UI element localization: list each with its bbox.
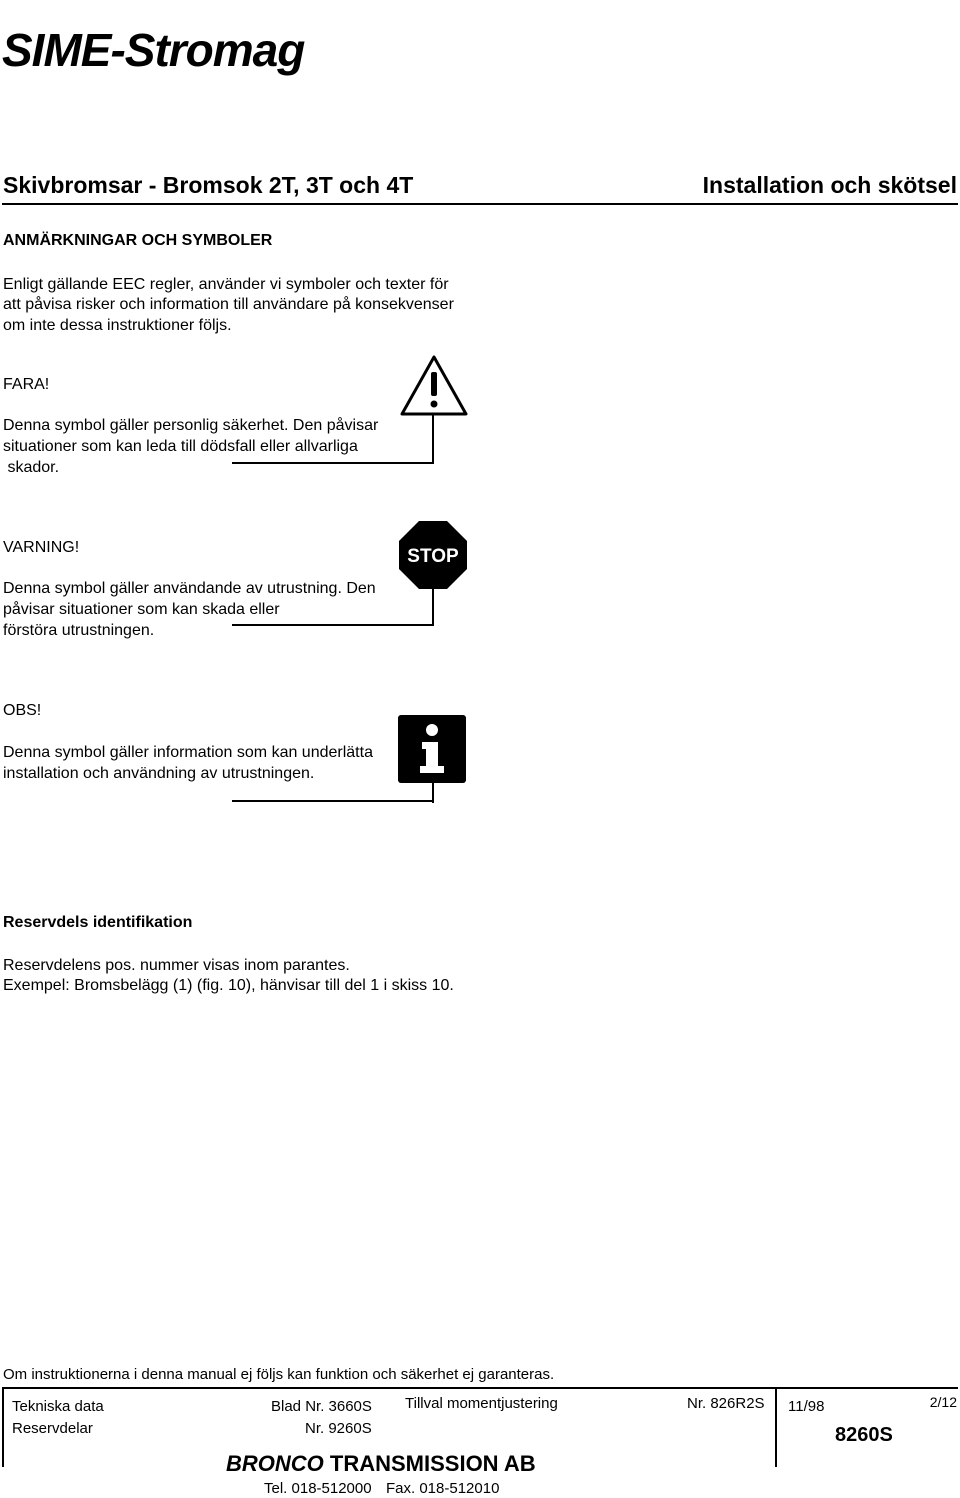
note-text-line-1: Denna symbol gäller information som kan underlätta [3, 744, 373, 761]
footer-nr-9260: Nr. 9260S [305, 1420, 372, 1437]
warning-text-line-2: påvisar situationer som kan skada eller [3, 601, 280, 618]
footer-left-border [2, 1387, 4, 1467]
footer-doc-number: 8260S [835, 1424, 893, 1446]
footer-tillval: Tillval momentjustering [405, 1395, 558, 1412]
footer-tel: Tel. 018-512000 [264, 1480, 372, 1497]
header-rule [2, 203, 958, 205]
stop-sign-icon [398, 520, 468, 590]
page-subtitle: Installation och skötsel [702, 172, 957, 198]
footer-top-rule [2, 1387, 958, 1389]
company-name [226, 1451, 536, 1477]
page-title: Skivbromsar - Bromsok 2T, 3T och 4T [3, 172, 414, 198]
danger-label: FARA! [3, 376, 50, 393]
warning-text-line-3: förstöra utrustningen. [3, 622, 155, 639]
note-text-line-2: installation och användning av utrustningen. [3, 765, 315, 782]
footer-fax: Fax. 018-512010 [386, 1480, 500, 1497]
spare-parts-line-2: Exempel: Bromsbelägg (1) (fig. 10), hänvisar till del 1 i skiss 10. [3, 977, 454, 994]
notes-heading: ANMÄRKNINGAR OCH SYMBOLER [3, 232, 273, 249]
brand-logo: SIME-Stromag [2, 24, 305, 76]
danger-text-line-2: situationer som kan leda till dödsfall eller allvarliga [3, 438, 358, 455]
footer-spare-parts: Reservdelar [12, 1420, 93, 1437]
danger-leader-vertical [432, 414, 434, 464]
notes-intro-line-3: om inte dessa instruktioner följs. [3, 317, 232, 334]
spare-parts-line-1: Reservdelens pos. nummer visas inom parantes. [3, 957, 350, 974]
note-leader-horizontal [232, 800, 434, 802]
company-name-rest: TRANSMISSION AB [323, 1451, 536, 1476]
warning-label: VARNING! [3, 539, 80, 556]
warning-leader-horizontal [232, 624, 434, 626]
footer-divider [775, 1387, 777, 1467]
info-icon [398, 715, 466, 783]
spare-parts-heading: Reservdels identifikation [3, 914, 193, 931]
danger-leader-horizontal [232, 462, 434, 464]
warning-leader-vertical [432, 588, 434, 626]
danger-text-line-3: skador. [3, 459, 60, 476]
note-label: OBS! [3, 702, 42, 719]
notes-intro-line-1: Enligt gällande EEC regler, använder vi symboler och texter för [3, 276, 449, 293]
footer-tech-data: Tekniska data [12, 1398, 104, 1415]
warning-triangle-icon [398, 354, 470, 418]
footer-blad-nr: Blad Nr. 3660S [271, 1398, 372, 1415]
footer-nr-826: Nr. 826R2S [687, 1395, 765, 1412]
notes-intro-line-2: att påvisa risker och information till användare på konsekvenser [3, 296, 454, 313]
disclaimer: Om instruktionerna i denna manual ej följs kan funktion och säkerhet ej garanteras. [3, 1366, 555, 1383]
footer-page-number: 2/12 [929, 1394, 957, 1410]
warning-text-line-1: Denna symbol gäller användande av utrustning. Den [3, 580, 376, 597]
stop-sign-text: STOP [407, 546, 459, 567]
footer-date: 11/98 [788, 1398, 825, 1415]
danger-text-line-1: Denna symbol gäller personlig säkerhet. Den påvisar [3, 417, 379, 434]
company-brand: BRONCO [226, 1451, 324, 1476]
